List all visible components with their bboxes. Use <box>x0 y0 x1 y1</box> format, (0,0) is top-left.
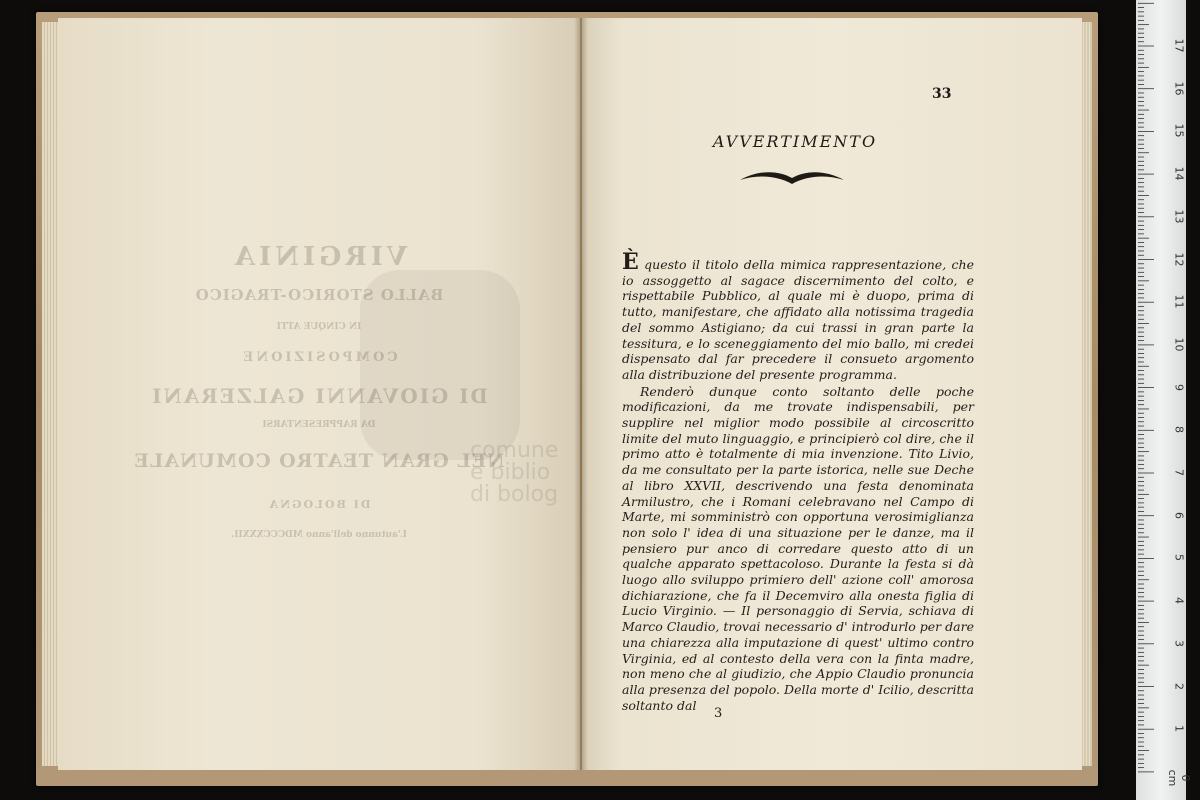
ruler-label: 16 <box>1172 81 1186 96</box>
ruler-label: 12 <box>1172 252 1186 266</box>
ruler-label: 6 <box>1172 511 1186 519</box>
drop-cap: È <box>622 249 639 275</box>
ruler-label: 7 <box>1172 469 1186 476</box>
ruler-label: 13 <box>1172 209 1186 224</box>
section-heading: AVVERTIMENTO <box>712 132 878 151</box>
ruler-label: 0 cm <box>1166 769 1192 787</box>
ruler-label: 4 <box>1172 597 1186 605</box>
paragraph-text: questo il titolo della mimica rappresentazione, che io assoggetto al sagace discernimento del colto, e rispettabile Pubblico, al quale mi è duopo, prima di tutto, manifestare, che affidato alla notissima tragedia del sommo Astigiano; da cui trassi in gran parte la tessitura, e lo sceneggiamento del mio ballo, mi credei dispensato dal far precedere il consueto argomento alla distribuzione del presente programma. <box>622 257 974 382</box>
ruler-label: 9 <box>1172 383 1186 391</box>
page-number: 33 <box>932 86 952 102</box>
ruler-label: 5 <box>1172 554 1186 562</box>
ruler-label: 10 <box>1172 337 1186 352</box>
ruler-label: 11 <box>1172 294 1186 309</box>
bleed-line: DI GIOVANNI GALZERANI <box>150 384 488 408</box>
bleed-line: NEL GRAN TEATRO COMUNALE <box>133 450 505 472</box>
ruler-label: 1 <box>1172 725 1186 733</box>
bleed-line: COMPOSIZIONE <box>240 350 398 365</box>
bleed-line: IN CINQUE ATTI <box>276 322 362 332</box>
bleed-line: L'autunno dell'anno MDCCCXXXII. <box>231 530 407 540</box>
show-through-text <box>58 18 580 770</box>
ruler-label: 14 <box>1172 166 1186 181</box>
body-text <box>622 249 974 713</box>
bleed-line: DI BOLOGNA <box>267 498 371 511</box>
ornament-flourish-icon <box>738 168 846 188</box>
bleed-line: VIRGINIA <box>230 242 408 272</box>
watermark-line: comune <box>470 438 559 463</box>
bleed-line: DA RAPPRESENTARSI <box>262 420 376 430</box>
signature-mark: 3 <box>714 706 723 721</box>
paragraph: Renderò dunque conto soltanto delle poche modificazioni, da me trovate indispensabili, per supplire nel miglior modo possibile al circoscritto limite del muto linguaggio, e principierò col dire, che il primo atto è totalmente di mia invenzione. Tito Livio, da me consultato per la parte istorica, nelle sue Deche al libro XXVII, descrivendo una festa denominata Armilustro, che i Romani celebravano nel Campo di Marte, mi somministrò con opportuna verosimiglianza non solo l' idea di una situazione per le danze, ma il pensiero pur anco di corredare questo atto di un qualche apparato spettacoloso. Durante la festa si dà luogo allo sviluppo primiero dell' azione coll' amorosa dichiarazione, che fa il Decemviro alla onesta figlia di Lucio Virginio. — Il personaggio di Servia, schiava di Marco Claudio, trovai necessario d' introdurlo per dare una chiarezza alla imputazione di quest' ultimo contro Virginia, ed al contesto della vera con la finta madre, non meno che al giudizio, che Appio Claudio pronuncia alla presenza del popolo. Della morte d' Icilio, descritta soltanto dal <box>622 383 974 713</box>
ruler-label: 15 <box>1172 123 1186 138</box>
ruler-label: 8 <box>1172 426 1186 434</box>
paragraph <box>622 249 974 383</box>
watermark-line: di bolog <box>470 482 559 507</box>
ruler-label: 3 <box>1172 639 1186 647</box>
ruler-label: 17 <box>1172 38 1186 53</box>
ruler-label: 2 <box>1172 682 1186 690</box>
watermark-line: e biblio <box>470 460 551 485</box>
bleed-line: BALLO STORICO-TRAGICO <box>194 286 444 304</box>
book-gutter <box>574 18 588 770</box>
